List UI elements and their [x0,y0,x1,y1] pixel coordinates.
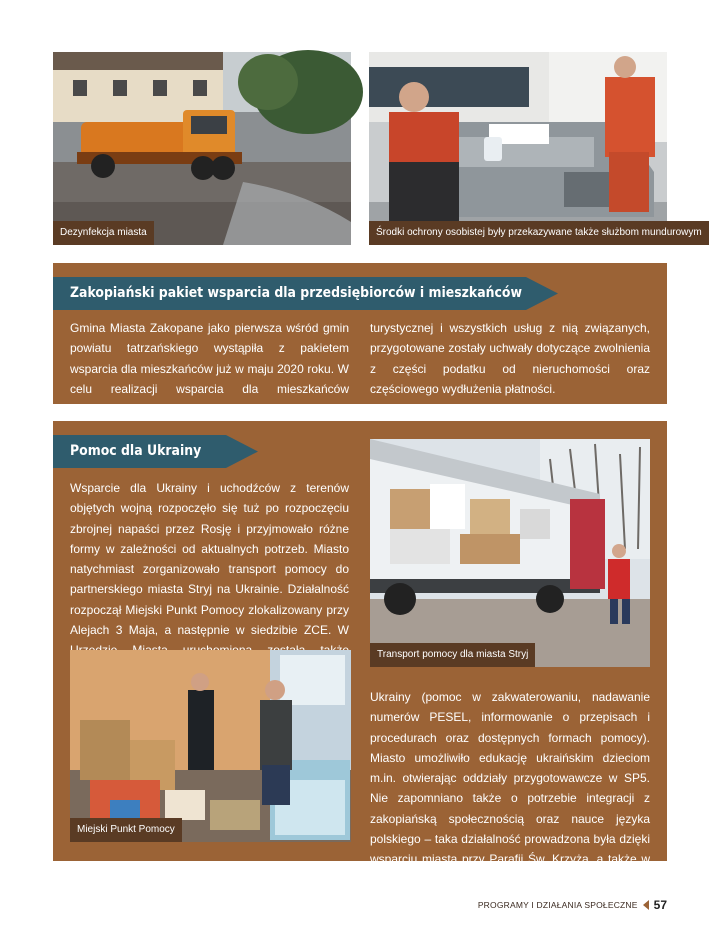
section-support-package [53,263,667,417]
photo-help-point [70,650,351,842]
section-text-col1: Wsparcie dla Ukrainy i uchodźców z terenów objętych wojną rozpoczęło się tuż po rozpoczęciu zbrojnej napaści przez Rosję i przyjmowało różne formy w zależności od aktualnych potrzeb. Miasto natychmiast zorganizowało transport pomocy do partnerskiego miasta Stryj na Ukrainie. Działalność rozpoczął Miejski Punkt Pomocy zlokalizowany przy Alejach 3 Maja, a następnie w siedzibie ZCE. W [70,481,349,638]
section-text-col2: Ukrainy (pomoc w zakwaterowaniu, nadawanie numerów PESEL, informowanie o przepisach i procedurach oraz dostępnych formach pomocy). Miasto umożliwiło edukację ukraińskim dzieciom m.in. otwierając oddziały przygotowawcze w SP5. Nie zapomniano także o potrzebie integracji z zakopiańską społecznością oraz nauce języka polskiego – taka działalność prowadzona była dzięki wsparciu miasta przy Parafii Św. Krzyża, a także w Miejskiej Bibliotece Publicznej. [370,690,650,887]
section-title-banner [53,435,258,468]
section-title: Zakopiański pakiet wsparcia dla przedsiębiorców i mieszkańców [70,285,522,301]
disinfection-image [53,52,351,245]
ppe-image [369,52,667,245]
caption-help-point: Miejski Punkt Pomocy [70,818,182,842]
section-title: Pomoc dla Ukrainy [70,443,202,459]
caption-disinfection: Dezynfekcja miasta [53,221,154,245]
page-number: 57 [653,898,667,912]
caption-ppe: Środki ochrony osobistej były przekazywane także służbom mundurowym [369,221,709,245]
help-point-image [70,650,351,842]
footer-triangle-icon [643,900,649,910]
caption-transport: Transport pomocy dla miasta Stryj [370,643,535,667]
photo-disinfection [53,52,351,245]
section-title-banner [53,277,558,310]
photo-transport [370,439,650,667]
photo-ppe [369,52,702,245]
section-text-col2: turystycznej i wszystkich usług z nią związanych, przygotowane zostały uchwały dotyczące zwolnienia z części podatku od nieruchomości oraz częściowego wydłużenia płatności. [370,321,650,396]
section-text-col1: Gmina Miasta Zakopane jako pierwsza wśród gmin powiatu tatrzańskiego wystąpiła z pakietem wsparcia dla mieszkańców już w maju 2020 roku. W celu realizacji wsparcia dla mieszkańców działających w branży [70,321,349,417]
page-footer [478,898,667,912]
footer-section-name: PROGRAMY I DZIAŁANIA SPOŁECZNE [477,900,638,910]
transport-image [370,439,650,667]
